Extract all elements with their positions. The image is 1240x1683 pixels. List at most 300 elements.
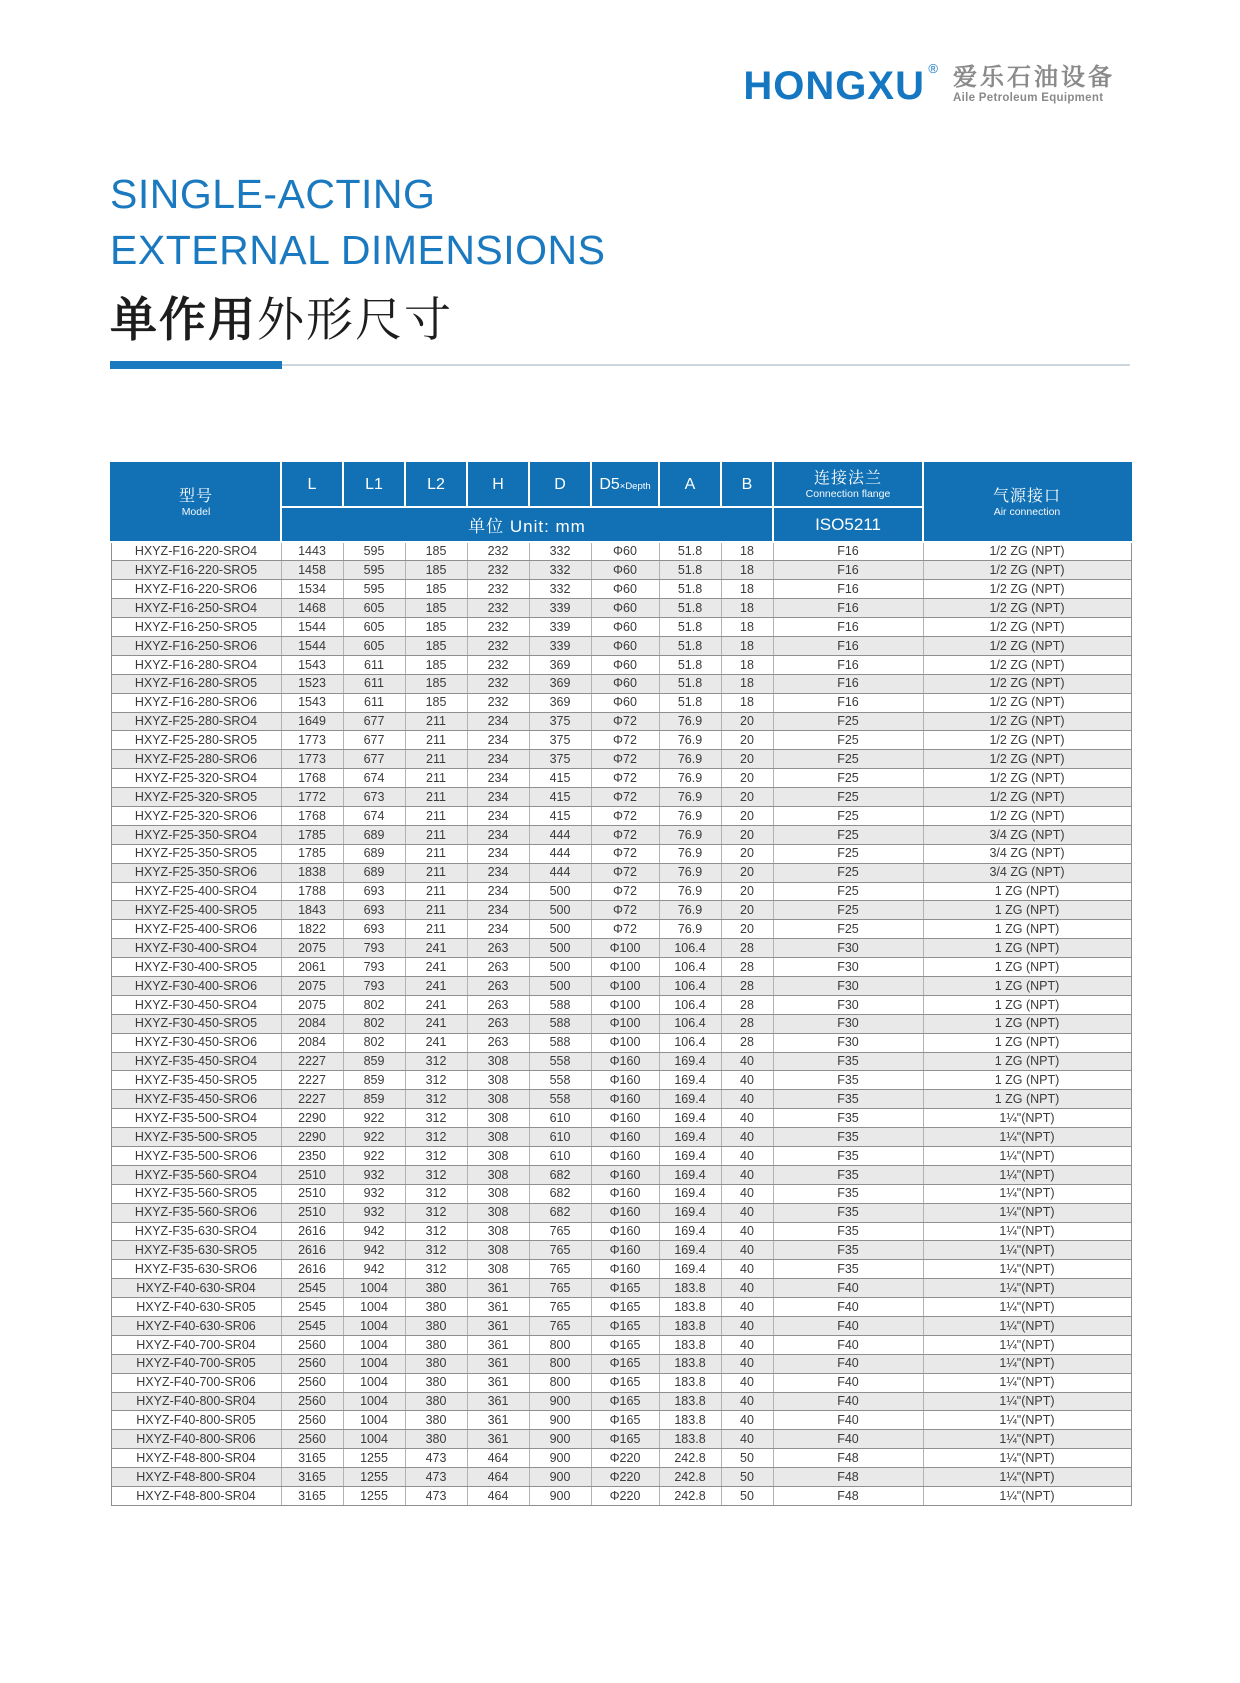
cell-air: 3/4 ZG (NPT) bbox=[923, 825, 1131, 844]
cell-L1: 942 bbox=[343, 1260, 405, 1279]
cell-L: 2075 bbox=[281, 976, 343, 995]
cell-flange: F30 bbox=[773, 939, 923, 958]
cell-L2: 241 bbox=[405, 1014, 467, 1033]
cell-L2: 312 bbox=[405, 1090, 467, 1109]
header-flange bbox=[773, 463, 923, 507]
cell-L1: 595 bbox=[343, 542, 405, 561]
cell-L2: 211 bbox=[405, 844, 467, 863]
page-title bbox=[110, 166, 606, 348]
cell-H: 308 bbox=[467, 1147, 529, 1166]
cell-model: HXYZ-F35-450-SRO6 bbox=[111, 1090, 281, 1109]
cell-H: 232 bbox=[467, 693, 529, 712]
cell-L2: 185 bbox=[405, 561, 467, 580]
cell-air: 1/2 ZG (NPT) bbox=[923, 750, 1131, 769]
cell-L: 2290 bbox=[281, 1109, 343, 1128]
cell-B: 40 bbox=[721, 1317, 773, 1336]
title-divider bbox=[110, 361, 1130, 369]
cell-H: 308 bbox=[467, 1184, 529, 1203]
cell-model: HXYZ-F16-220-SRO4 bbox=[111, 542, 281, 561]
cell-L2: 185 bbox=[405, 580, 467, 599]
cell-D: 339 bbox=[529, 618, 591, 637]
cell-D: 500 bbox=[529, 901, 591, 920]
cell-H: 361 bbox=[467, 1411, 529, 1430]
cell-B: 40 bbox=[721, 1335, 773, 1354]
title-line-1: SINGLE-ACTING bbox=[110, 171, 436, 217]
cell-air: 1¼"(NPT) bbox=[923, 1468, 1131, 1487]
header-model-en: Model bbox=[181, 505, 211, 518]
table-row bbox=[111, 1335, 1131, 1354]
table-row bbox=[111, 939, 1131, 958]
cell-H: 361 bbox=[467, 1430, 529, 1449]
cell-H: 234 bbox=[467, 750, 529, 769]
cell-L: 2560 bbox=[281, 1411, 343, 1430]
cell-H: 234 bbox=[467, 712, 529, 731]
cell-L: 1544 bbox=[281, 618, 343, 637]
cell-L2: 241 bbox=[405, 939, 467, 958]
header-unit: 单位 Unit: mm bbox=[281, 507, 773, 542]
table-row bbox=[111, 920, 1131, 939]
cell-L1: 1004 bbox=[343, 1298, 405, 1317]
table-row bbox=[111, 1165, 1131, 1184]
cell-air: 1¼"(NPT) bbox=[923, 1487, 1131, 1506]
cell-A: 183.8 bbox=[659, 1373, 721, 1392]
cell-L: 2510 bbox=[281, 1203, 343, 1222]
cell-model: HXYZ-F16-220-SRO6 bbox=[111, 580, 281, 599]
cell-flange: F16 bbox=[773, 636, 923, 655]
cell-L: 2290 bbox=[281, 1128, 343, 1147]
cell-L2: 312 bbox=[405, 1260, 467, 1279]
cell-L2: 185 bbox=[405, 655, 467, 674]
cell-L1: 674 bbox=[343, 769, 405, 788]
cell-A: 169.4 bbox=[659, 1184, 721, 1203]
cell-D5: Φ160 bbox=[591, 1128, 659, 1147]
cell-L: 1838 bbox=[281, 863, 343, 882]
cell-model: HXYZ-F40-630-SR05 bbox=[111, 1298, 281, 1317]
cell-L1: 611 bbox=[343, 674, 405, 693]
cell-A: 76.9 bbox=[659, 863, 721, 882]
cell-D: 765 bbox=[529, 1298, 591, 1317]
cell-D: 339 bbox=[529, 636, 591, 655]
cell-model: HXYZ-F16-280-SRO5 bbox=[111, 674, 281, 693]
cell-D5: Φ160 bbox=[591, 1203, 659, 1222]
cell-flange: F48 bbox=[773, 1487, 923, 1506]
cell-D5: Φ165 bbox=[591, 1279, 659, 1298]
cell-model: HXYZ-F30-400-SRO6 bbox=[111, 976, 281, 995]
header-col-H: H bbox=[467, 463, 529, 507]
cell-D: 800 bbox=[529, 1373, 591, 1392]
cell-L2: 241 bbox=[405, 1033, 467, 1052]
cell-L: 1443 bbox=[281, 542, 343, 561]
cell-flange: F35 bbox=[773, 1090, 923, 1109]
cell-D5: Φ165 bbox=[591, 1354, 659, 1373]
cell-L2: 211 bbox=[405, 863, 467, 882]
cell-A: 183.8 bbox=[659, 1430, 721, 1449]
cell-H: 263 bbox=[467, 1033, 529, 1052]
cell-A: 51.8 bbox=[659, 561, 721, 580]
cell-air: 1¼"(NPT) bbox=[923, 1449, 1131, 1468]
cell-D5: Φ165 bbox=[591, 1335, 659, 1354]
cell-flange: F16 bbox=[773, 693, 923, 712]
cell-D5: Φ165 bbox=[591, 1430, 659, 1449]
cell-model: HXYZ-F25-320-SRO6 bbox=[111, 806, 281, 825]
cell-L2: 312 bbox=[405, 1071, 467, 1090]
cell-H: 263 bbox=[467, 995, 529, 1014]
cell-B: 40 bbox=[721, 1128, 773, 1147]
cell-L2: 185 bbox=[405, 636, 467, 655]
cell-D: 610 bbox=[529, 1147, 591, 1166]
cell-B: 20 bbox=[721, 806, 773, 825]
cell-D5: Φ72 bbox=[591, 882, 659, 901]
cell-model: HXYZ-F35-630-SRO5 bbox=[111, 1241, 281, 1260]
cell-H: 234 bbox=[467, 863, 529, 882]
cell-H: 464 bbox=[467, 1487, 529, 1506]
cell-A: 183.8 bbox=[659, 1392, 721, 1411]
cell-H: 308 bbox=[467, 1165, 529, 1184]
cell-L1: 802 bbox=[343, 1014, 405, 1033]
cell-B: 40 bbox=[721, 1430, 773, 1449]
registered-mark-icon: ® bbox=[928, 60, 939, 76]
table-row bbox=[111, 806, 1131, 825]
cell-H: 234 bbox=[467, 825, 529, 844]
cell-L1: 693 bbox=[343, 920, 405, 939]
cell-L1: 802 bbox=[343, 1033, 405, 1052]
cell-L1: 942 bbox=[343, 1241, 405, 1260]
cell-H: 263 bbox=[467, 958, 529, 977]
table-row bbox=[111, 1090, 1131, 1109]
cell-H: 308 bbox=[467, 1128, 529, 1147]
cell-L1: 611 bbox=[343, 693, 405, 712]
cell-D5: Φ160 bbox=[591, 1241, 659, 1260]
cell-L1: 693 bbox=[343, 882, 405, 901]
cell-air: 1¼"(NPT) bbox=[923, 1128, 1131, 1147]
cell-H: 234 bbox=[467, 882, 529, 901]
cell-B: 20 bbox=[721, 750, 773, 769]
cell-L: 1785 bbox=[281, 825, 343, 844]
cell-air: 1/2 ZG (NPT) bbox=[923, 806, 1131, 825]
table-row bbox=[111, 901, 1131, 920]
cell-D: 369 bbox=[529, 655, 591, 674]
table-row bbox=[111, 655, 1131, 674]
cell-model: HXYZ-F16-280-SRO4 bbox=[111, 655, 281, 674]
cell-L2: 211 bbox=[405, 901, 467, 920]
cell-H: 464 bbox=[467, 1468, 529, 1487]
cell-flange: F35 bbox=[773, 1128, 923, 1147]
cell-D: 444 bbox=[529, 844, 591, 863]
table-row bbox=[111, 1203, 1131, 1222]
cell-H: 232 bbox=[467, 599, 529, 618]
brand-wordmark bbox=[743, 60, 939, 108]
cell-B: 20 bbox=[721, 825, 773, 844]
cell-air: 3/4 ZG (NPT) bbox=[923, 863, 1131, 882]
cell-L1: 595 bbox=[343, 580, 405, 599]
cell-air: 1¼"(NPT) bbox=[923, 1430, 1131, 1449]
cell-A: 169.4 bbox=[659, 1260, 721, 1279]
cell-L2: 380 bbox=[405, 1354, 467, 1373]
header-col-D: D bbox=[529, 463, 591, 507]
cell-D: 800 bbox=[529, 1335, 591, 1354]
cell-L1: 693 bbox=[343, 901, 405, 920]
cell-D: 444 bbox=[529, 825, 591, 844]
cell-model: HXYZ-F35-500-SRO5 bbox=[111, 1128, 281, 1147]
cell-model: HXYZ-F30-450-SRO5 bbox=[111, 1014, 281, 1033]
cell-L: 2075 bbox=[281, 995, 343, 1014]
cell-D5: Φ100 bbox=[591, 939, 659, 958]
table-row bbox=[111, 788, 1131, 807]
cell-flange: F25 bbox=[773, 863, 923, 882]
cell-L: 1768 bbox=[281, 769, 343, 788]
table-row bbox=[111, 1222, 1131, 1241]
cell-D: 375 bbox=[529, 731, 591, 750]
cell-A: 76.9 bbox=[659, 712, 721, 731]
cell-L: 1458 bbox=[281, 561, 343, 580]
cell-L1: 922 bbox=[343, 1147, 405, 1166]
cell-D5: Φ100 bbox=[591, 976, 659, 995]
cell-L2: 211 bbox=[405, 712, 467, 731]
table-row bbox=[111, 618, 1131, 637]
cell-L2: 380 bbox=[405, 1335, 467, 1354]
cell-A: 242.8 bbox=[659, 1487, 721, 1506]
cell-L: 2616 bbox=[281, 1222, 343, 1241]
cell-flange: F16 bbox=[773, 618, 923, 637]
cell-air: 1 ZG (NPT) bbox=[923, 1052, 1131, 1071]
cell-B: 40 bbox=[721, 1354, 773, 1373]
cell-A: 76.9 bbox=[659, 844, 721, 863]
cell-flange: F35 bbox=[773, 1241, 923, 1260]
cell-D: 375 bbox=[529, 712, 591, 731]
cell-model: HXYZ-F25-400-SRO5 bbox=[111, 901, 281, 920]
cell-B: 20 bbox=[721, 788, 773, 807]
table-row bbox=[111, 976, 1131, 995]
cell-B: 40 bbox=[721, 1392, 773, 1411]
cell-L: 2560 bbox=[281, 1373, 343, 1392]
header-model bbox=[111, 463, 281, 542]
title-line-2: EXTERNAL DIMENSIONS bbox=[110, 227, 606, 273]
cell-A: 169.4 bbox=[659, 1128, 721, 1147]
cell-D5: Φ72 bbox=[591, 863, 659, 882]
cell-air: 1¼"(NPT) bbox=[923, 1147, 1131, 1166]
cell-A: 76.9 bbox=[659, 788, 721, 807]
cell-D5: Φ160 bbox=[591, 1109, 659, 1128]
cell-L1: 1004 bbox=[343, 1279, 405, 1298]
cell-D5: Φ72 bbox=[591, 731, 659, 750]
cell-D5: Φ165 bbox=[591, 1317, 659, 1336]
cell-H: 234 bbox=[467, 806, 529, 825]
cell-D: 339 bbox=[529, 599, 591, 618]
divider-accent-bar bbox=[110, 361, 282, 369]
cell-L1: 1255 bbox=[343, 1468, 405, 1487]
table-row bbox=[111, 958, 1131, 977]
cell-H: 232 bbox=[467, 674, 529, 693]
header-col-B: B bbox=[721, 463, 773, 507]
cell-L: 2560 bbox=[281, 1335, 343, 1354]
cell-flange: F25 bbox=[773, 750, 923, 769]
cell-H: 308 bbox=[467, 1071, 529, 1090]
cell-L: 1534 bbox=[281, 580, 343, 599]
cell-D: 900 bbox=[529, 1468, 591, 1487]
cell-L1: 922 bbox=[343, 1128, 405, 1147]
cell-flange: F16 bbox=[773, 655, 923, 674]
cell-B: 18 bbox=[721, 542, 773, 561]
cell-air: 1 ZG (NPT) bbox=[923, 1033, 1131, 1052]
cell-A: 183.8 bbox=[659, 1279, 721, 1298]
cell-flange: F35 bbox=[773, 1165, 923, 1184]
cell-L2: 473 bbox=[405, 1487, 467, 1506]
table-body bbox=[111, 542, 1131, 1505]
cell-L1: 1004 bbox=[343, 1317, 405, 1336]
cell-model: HXYZ-F40-630-SR04 bbox=[111, 1279, 281, 1298]
table-row bbox=[111, 1317, 1131, 1336]
cell-L1: 605 bbox=[343, 618, 405, 637]
header-air-cn: 气源接口 bbox=[992, 487, 1061, 505]
cell-air: 1 ZG (NPT) bbox=[923, 882, 1131, 901]
table-row bbox=[111, 599, 1131, 618]
cell-A: 106.4 bbox=[659, 958, 721, 977]
header-col-D5-sub: ×Depth bbox=[619, 481, 651, 492]
cell-L2: 312 bbox=[405, 1241, 467, 1260]
cell-A: 51.8 bbox=[659, 618, 721, 637]
cell-H: 361 bbox=[467, 1354, 529, 1373]
cell-H: 232 bbox=[467, 542, 529, 561]
cell-L2: 380 bbox=[405, 1411, 467, 1430]
cell-H: 361 bbox=[467, 1392, 529, 1411]
cell-D: 369 bbox=[529, 693, 591, 712]
cell-flange: F25 bbox=[773, 788, 923, 807]
cell-air: 1¼"(NPT) bbox=[923, 1411, 1131, 1430]
cell-L1: 1004 bbox=[343, 1373, 405, 1392]
cell-L2: 312 bbox=[405, 1203, 467, 1222]
cell-B: 40 bbox=[721, 1260, 773, 1279]
cell-L: 1785 bbox=[281, 844, 343, 863]
cell-A: 106.4 bbox=[659, 939, 721, 958]
cell-flange: F40 bbox=[773, 1317, 923, 1336]
table-row bbox=[111, 1071, 1131, 1090]
table-row bbox=[111, 731, 1131, 750]
table-row bbox=[111, 1373, 1131, 1392]
cell-A: 51.8 bbox=[659, 599, 721, 618]
header-model-cn: 型号 bbox=[178, 487, 213, 505]
cell-L1: 1004 bbox=[343, 1354, 405, 1373]
cell-L1: 673 bbox=[343, 788, 405, 807]
cell-D5: Φ60 bbox=[591, 618, 659, 637]
cell-model: HXYZ-F35-630-SRO6 bbox=[111, 1260, 281, 1279]
cell-L2: 312 bbox=[405, 1165, 467, 1184]
cell-D: 800 bbox=[529, 1354, 591, 1373]
cell-D: 900 bbox=[529, 1430, 591, 1449]
table-row bbox=[111, 1411, 1131, 1430]
cell-model: HXYZ-F35-630-SRO4 bbox=[111, 1222, 281, 1241]
cell-air: 1/2 ZG (NPT) bbox=[923, 618, 1131, 637]
cell-B: 28 bbox=[721, 976, 773, 995]
cell-B: 40 bbox=[721, 1147, 773, 1166]
cell-L2: 312 bbox=[405, 1128, 467, 1147]
table-row bbox=[111, 1392, 1131, 1411]
cell-air: 1 ZG (NPT) bbox=[923, 958, 1131, 977]
cell-H: 232 bbox=[467, 636, 529, 655]
table-row bbox=[111, 769, 1131, 788]
cell-B: 18 bbox=[721, 636, 773, 655]
cell-D5: Φ165 bbox=[591, 1411, 659, 1430]
cell-H: 361 bbox=[467, 1279, 529, 1298]
title-chinese bbox=[110, 292, 606, 348]
cell-L1: 611 bbox=[343, 655, 405, 674]
cell-air: 1/2 ZG (NPT) bbox=[923, 788, 1131, 807]
cell-model: HXYZ-F25-350-SRO5 bbox=[111, 844, 281, 863]
title-chinese-bold: 单作用 bbox=[110, 293, 257, 346]
cell-flange: F30 bbox=[773, 1033, 923, 1052]
cell-L: 2084 bbox=[281, 1033, 343, 1052]
cell-L2: 312 bbox=[405, 1109, 467, 1128]
cell-B: 18 bbox=[721, 655, 773, 674]
cell-L2: 380 bbox=[405, 1298, 467, 1317]
cell-L1: 859 bbox=[343, 1052, 405, 1071]
cell-flange: F25 bbox=[773, 825, 923, 844]
cell-D5: Φ220 bbox=[591, 1449, 659, 1468]
cell-A: 169.4 bbox=[659, 1071, 721, 1090]
cell-L1: 1004 bbox=[343, 1411, 405, 1430]
cell-L1: 1255 bbox=[343, 1487, 405, 1506]
cell-L2: 380 bbox=[405, 1279, 467, 1298]
cell-air: 1¼"(NPT) bbox=[923, 1317, 1131, 1336]
cell-L2: 211 bbox=[405, 882, 467, 901]
cell-L: 2227 bbox=[281, 1071, 343, 1090]
cell-model: HXYZ-F30-450-SRO6 bbox=[111, 1033, 281, 1052]
cell-model: HXYZ-F25-280-SRO6 bbox=[111, 750, 281, 769]
table-row bbox=[111, 1033, 1131, 1052]
table-row bbox=[111, 882, 1131, 901]
cell-D: 900 bbox=[529, 1392, 591, 1411]
cell-L2: 185 bbox=[405, 693, 467, 712]
cell-L2: 312 bbox=[405, 1052, 467, 1071]
cell-L1: 942 bbox=[343, 1222, 405, 1241]
cell-L2: 312 bbox=[405, 1147, 467, 1166]
cell-B: 40 bbox=[721, 1241, 773, 1260]
cell-D5: Φ165 bbox=[591, 1392, 659, 1411]
brand-logo bbox=[743, 60, 1115, 108]
cell-A: 169.4 bbox=[659, 1052, 721, 1071]
cell-D5: Φ165 bbox=[591, 1373, 659, 1392]
cell-flange: F40 bbox=[773, 1298, 923, 1317]
cell-B: 18 bbox=[721, 561, 773, 580]
cell-D5: Φ60 bbox=[591, 693, 659, 712]
cell-air: 1 ZG (NPT) bbox=[923, 995, 1131, 1014]
cell-D5: Φ60 bbox=[591, 636, 659, 655]
cell-D: 588 bbox=[529, 1033, 591, 1052]
cell-A: 169.4 bbox=[659, 1241, 721, 1260]
cell-B: 40 bbox=[721, 1373, 773, 1392]
cell-model: HXYZ-F35-560-SRO4 bbox=[111, 1165, 281, 1184]
table-row bbox=[111, 1279, 1131, 1298]
cell-D5: Φ72 bbox=[591, 844, 659, 863]
cell-H: 308 bbox=[467, 1052, 529, 1071]
cell-H: 234 bbox=[467, 788, 529, 807]
cell-flange: F30 bbox=[773, 958, 923, 977]
cell-D: 500 bbox=[529, 976, 591, 995]
cell-model: HXYZ-F48-800-SR04 bbox=[111, 1487, 281, 1506]
cell-D5: Φ100 bbox=[591, 1033, 659, 1052]
cell-D: 500 bbox=[529, 882, 591, 901]
cell-flange: F40 bbox=[773, 1335, 923, 1354]
cell-D: 765 bbox=[529, 1260, 591, 1279]
cell-H: 308 bbox=[467, 1109, 529, 1128]
table-row bbox=[111, 1430, 1131, 1449]
table-row bbox=[111, 1184, 1131, 1203]
cell-L1: 1004 bbox=[343, 1430, 405, 1449]
table-row bbox=[111, 712, 1131, 731]
cell-L1: 595 bbox=[343, 561, 405, 580]
cell-A: 169.4 bbox=[659, 1203, 721, 1222]
cell-L1: 605 bbox=[343, 599, 405, 618]
cell-flange: F35 bbox=[773, 1147, 923, 1166]
